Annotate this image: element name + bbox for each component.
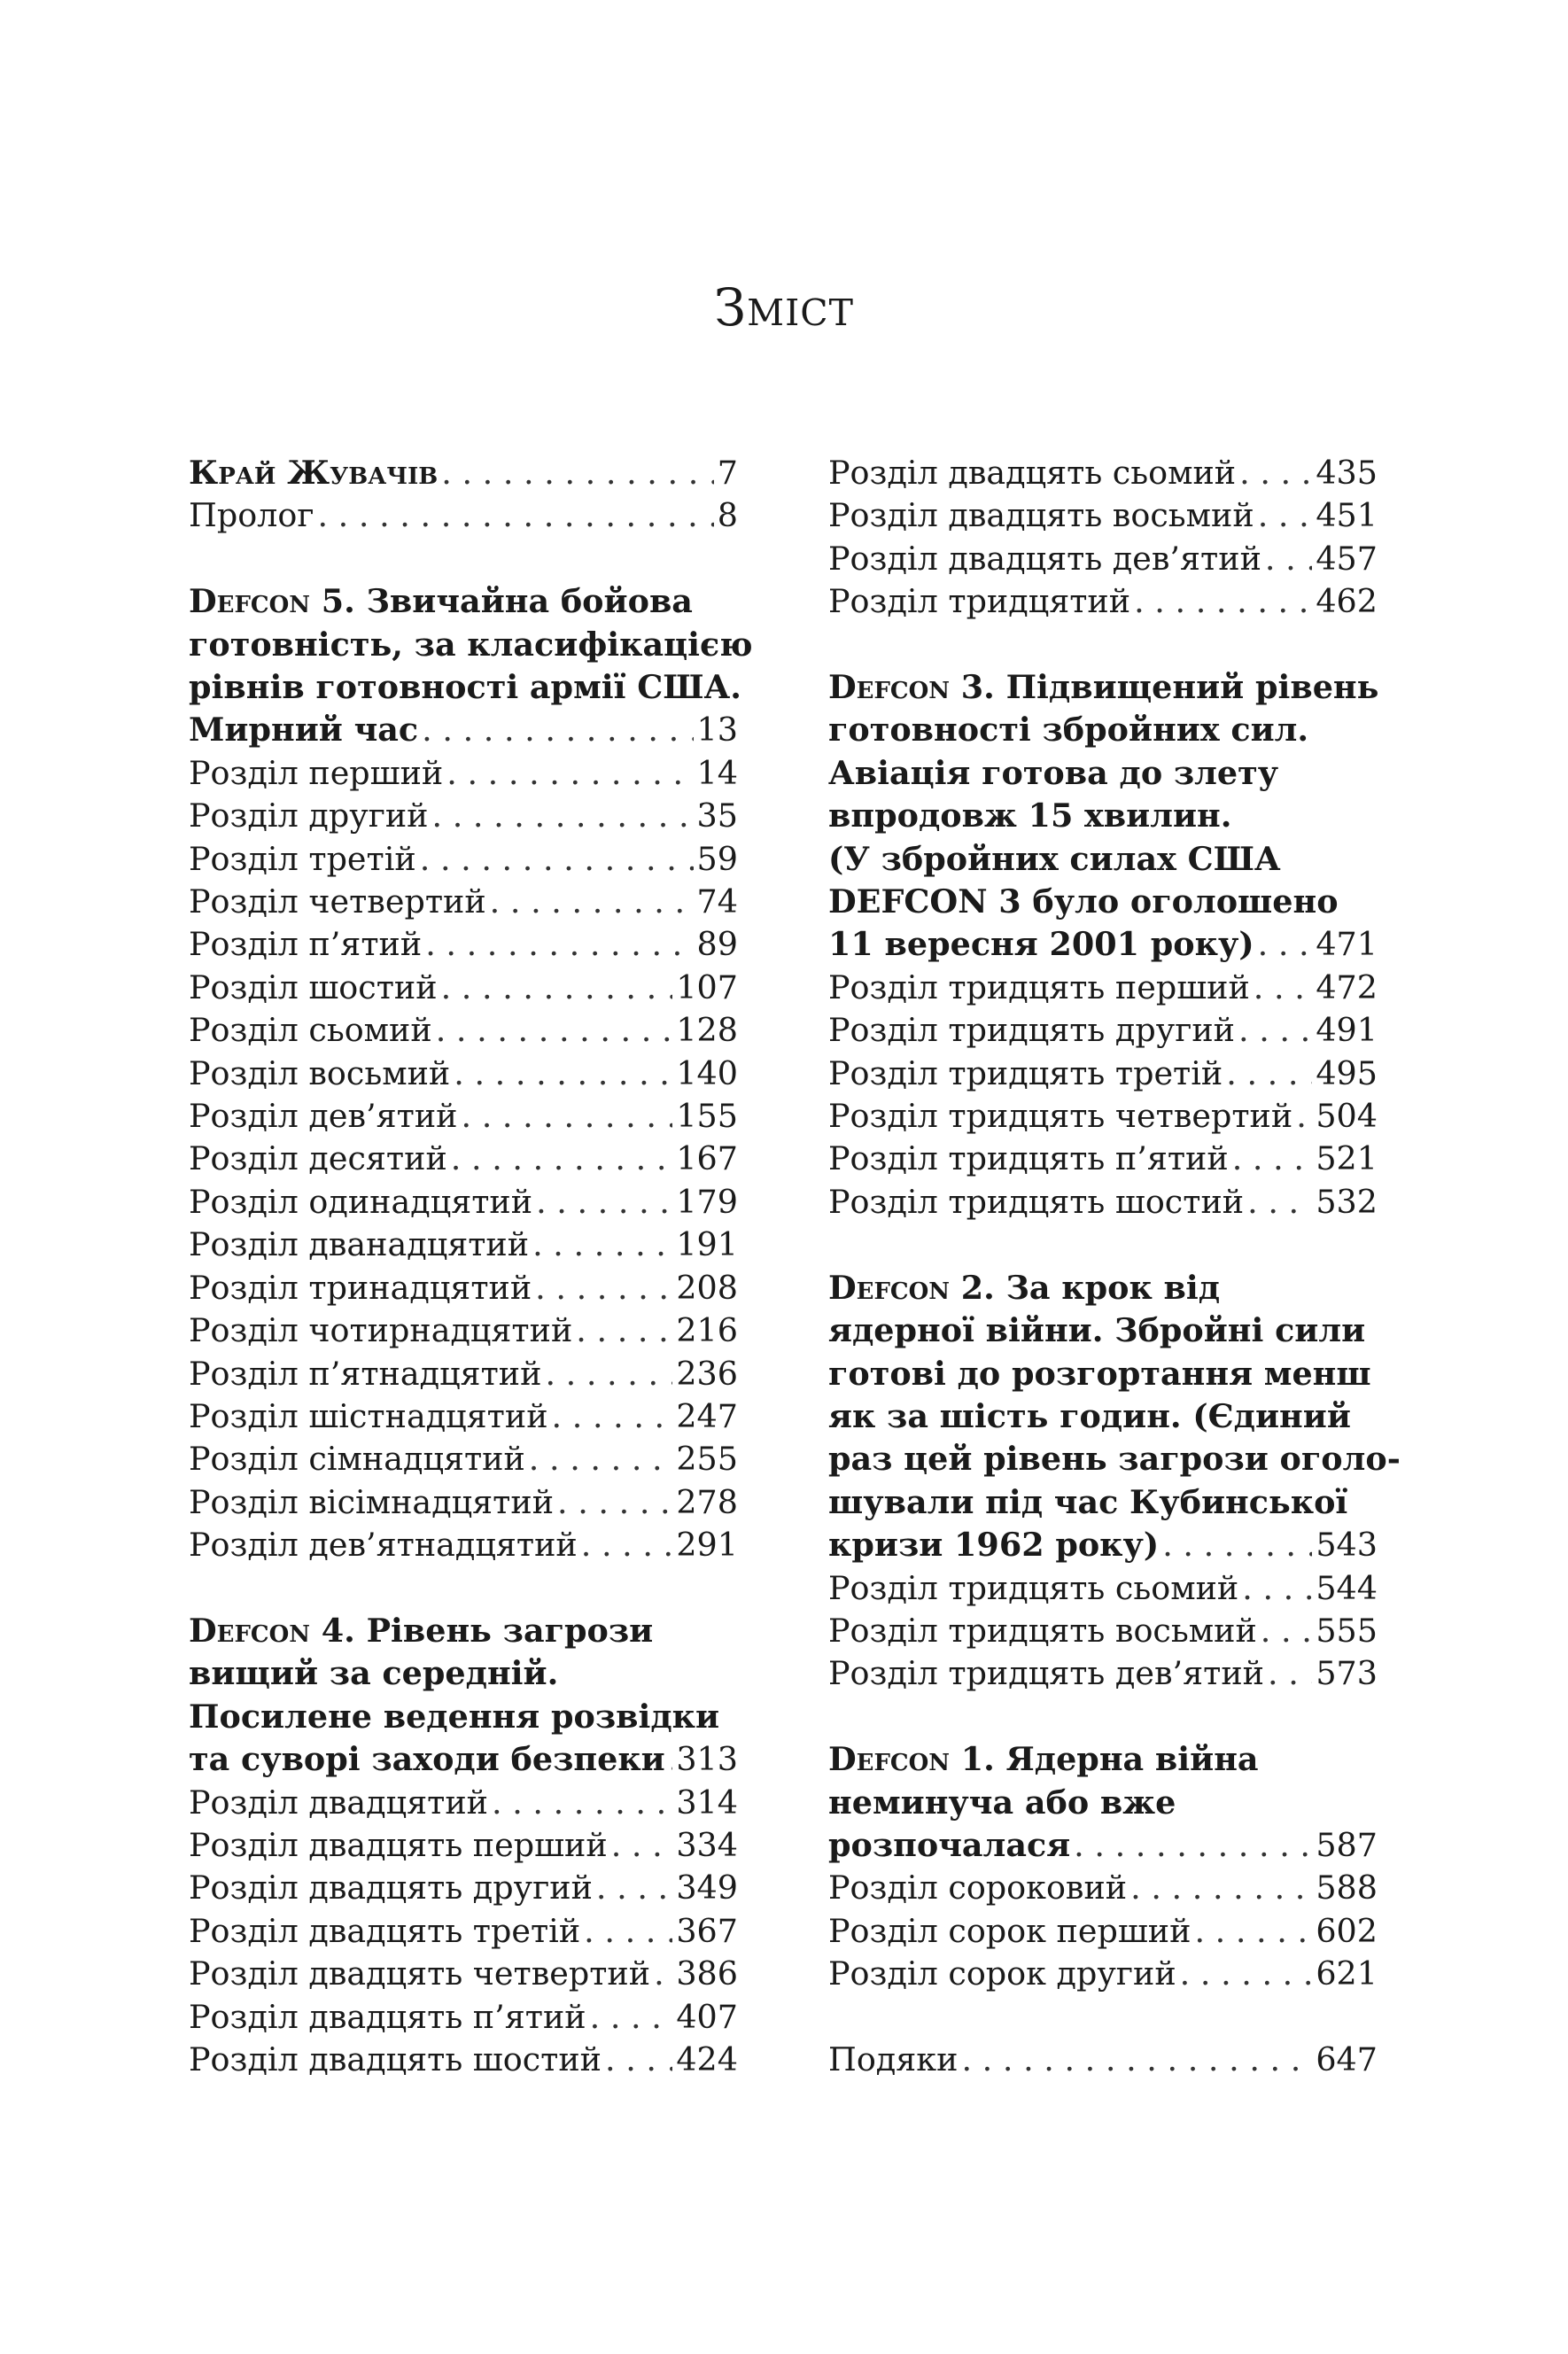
toc-entry[interactable]: [189, 452, 738, 494]
toc-entry-title: Розділ тридцять п’ятий: [828, 1139, 1229, 1178]
toc-page-number: 14: [696, 753, 738, 792]
heading-text: 3. Підвищений рівень: [950, 668, 1379, 707]
section-heading-line: [828, 838, 1378, 881]
toc-entry[interactable]: [189, 1095, 738, 1138]
section-heading-line: [828, 1481, 1378, 1524]
heading-text: Авіація готова до злету: [828, 753, 1279, 792]
toc-entry-title: Розділ п’ятий: [189, 925, 423, 964]
toc-page-number: 544: [1316, 1568, 1378, 1607]
toc-entry-title: Розділ тридцятий: [828, 582, 1131, 621]
toc-page-number: 89: [696, 925, 738, 964]
toc-page-number: 128: [676, 1011, 738, 1050]
dot-leader: [425, 923, 693, 966]
toc-page-number: 491: [1316, 1011, 1378, 1050]
toc-page-number: 208: [676, 1268, 738, 1307]
dot-leader: [1268, 1652, 1312, 1695]
toc-entry[interactable]: [189, 1053, 738, 1095]
heading-text: Посилене ведення розвідки: [189, 1697, 720, 1736]
heading-text: вищий за середній.: [189, 1654, 559, 1693]
toc-page-number: 424: [676, 2040, 738, 2078]
toc-section: [828, 666, 1378, 1224]
toc-page-number: 588: [1316, 1868, 1378, 1907]
toc-entry[interactable]: [828, 538, 1378, 580]
dot-leader: [1254, 967, 1313, 1009]
toc-entry[interactable]: [189, 1481, 738, 1524]
toc-entry[interactable]: [189, 1867, 738, 1909]
toc-entry-title: Розділ сімнадцятий: [189, 1440, 525, 1479]
toc-entry[interactable]: [828, 1524, 1378, 1566]
toc-page-number: 573: [1316, 1654, 1378, 1693]
toc-entry[interactable]: [189, 1224, 738, 1266]
dot-leader: [1258, 923, 1313, 966]
toc-page-number: 462: [1316, 582, 1378, 621]
section-heading-line: [189, 1610, 738, 1652]
dot-leader: [961, 2039, 1312, 2081]
toc-page-number: 435: [1316, 454, 1378, 492]
toc-entry[interactable]: [189, 1009, 738, 1052]
toc-page-number: 74: [696, 882, 738, 921]
section-heading-line: [828, 709, 1378, 751]
dot-leader: [317, 494, 713, 537]
defcon-label: Defcon: [189, 1611, 311, 1650]
toc-entry-title: Розділ двадцять третій: [189, 1911, 581, 1950]
toc-entry-title: Розділ чотирнадцятий: [189, 1311, 573, 1350]
heading-text: DEFCON 3 було оголошено: [828, 882, 1339, 921]
section-heading-line: [828, 1353, 1378, 1395]
toc-entry-title: Розділ сьомий: [189, 1011, 432, 1050]
toc-section: [828, 1738, 1378, 1995]
dot-leader: [529, 1438, 673, 1480]
dot-leader: [532, 1224, 672, 1266]
toc-entry[interactable]: [189, 1353, 738, 1395]
dot-leader: [454, 1053, 672, 1095]
dot-leader: [451, 1138, 673, 1180]
toc-entry[interactable]: [189, 752, 738, 795]
toc-entry[interactable]: [189, 1782, 738, 1824]
toc-entry[interactable]: [189, 1138, 738, 1180]
toc-entry-title: Розділ двадцять восьмий: [828, 496, 1254, 535]
toc-page-number: 13: [696, 711, 738, 750]
toc-entry-title: та суворі заходи безпеки: [189, 1740, 665, 1779]
toc-page-number: 236: [676, 1354, 738, 1393]
toc-page-number: 621: [1316, 1954, 1378, 1993]
toc-page-number: 472: [1316, 967, 1378, 1006]
toc-entry[interactable]: [189, 1996, 738, 2039]
dot-leader: [605, 2039, 672, 2081]
dot-leader: [1134, 580, 1312, 623]
dot-leader: [1261, 1610, 1313, 1652]
toc-entry[interactable]: [828, 494, 1378, 537]
toc-entry[interactable]: [828, 1567, 1378, 1610]
toc-entry-title: Розділ двадцять четвертий: [189, 1954, 651, 1993]
dot-leader: [596, 1867, 672, 1909]
toc-section: [828, 1267, 1401, 1696]
toc-entry[interactable]: [828, 1053, 1378, 1095]
toc-entry[interactable]: [828, 1138, 1378, 1180]
toc-page-number: 504: [1316, 1097, 1378, 1136]
toc-entry[interactable]: [828, 1910, 1378, 1953]
toc-entry[interactable]: [189, 1524, 738, 1566]
toc-page-number: 155: [676, 1097, 738, 1136]
toc-entry-title: Розділ дванадцятий: [189, 1225, 530, 1264]
dot-leader: [1265, 538, 1312, 580]
dot-leader: [590, 1996, 673, 2039]
toc-entry[interactable]: [828, 923, 1378, 966]
toc-page-number: 314: [676, 1783, 738, 1822]
heading-text: готовність, за класифікацією: [189, 625, 753, 664]
dot-leader: [611, 1824, 673, 1867]
section-heading-line: [828, 666, 1378, 709]
dot-leader: [536, 1181, 672, 1224]
toc-entry-title: Розділ тридцять другий: [828, 1011, 1235, 1050]
dot-leader: [422, 709, 693, 751]
toc-entry-title: Край Жувачів: [189, 454, 439, 492]
toc-page-number: 587: [1316, 1825, 1378, 1864]
section-heading-line: [828, 1309, 1378, 1352]
toc-entry-title: 11 вересня 2001 року): [828, 925, 1254, 964]
toc-entry[interactable]: [828, 1610, 1378, 1652]
heading-text: 1. Ядерна війна: [950, 1740, 1259, 1779]
toc-page-number: 543: [1316, 1526, 1378, 1565]
toc-entry[interactable]: [189, 838, 738, 881]
toc-entry-title: Розділ другий: [189, 796, 429, 835]
toc-entry[interactable]: [828, 1953, 1378, 1995]
section-heading-line: [828, 1267, 1378, 1309]
toc-entry[interactable]: [189, 1953, 738, 1995]
toc-entry-title: Розділ двадцять шостий: [189, 2040, 602, 2078]
toc-entry[interactable]: [189, 1181, 738, 1224]
toc-entry-title: Розділ дев’ятнадцятий: [189, 1526, 578, 1565]
dot-leader: [669, 1738, 673, 1781]
section-heading-line: [189, 1652, 738, 1695]
toc-entry-title: Подяки: [828, 2039, 959, 2078]
toc-entry-title: Розділ двадцять дев’ятий: [828, 539, 1261, 578]
section-heading-line: [828, 752, 1378, 795]
dot-leader: [1180, 1953, 1313, 1995]
section-heading-line: [828, 881, 1378, 923]
toc-entry[interactable]: [189, 1738, 738, 1781]
dot-leader: [1296, 1095, 1312, 1138]
dot-leader: [1258, 494, 1313, 537]
toc-page-number: 255: [676, 1440, 738, 1479]
dot-leader: [461, 1095, 672, 1138]
toc-entry[interactable]: [189, 923, 738, 966]
toc-column-right: [828, 452, 1401, 2081]
toc-page-number: 107: [676, 967, 738, 1006]
dot-leader: [654, 1953, 672, 1995]
toc-page-number: 140: [676, 1053, 738, 1092]
defcon-label: Defcon: [828, 1740, 951, 1779]
toc-page-number: 495: [1316, 1053, 1378, 1092]
section-heading-line: [189, 666, 741, 709]
toc-section: [189, 1610, 738, 2081]
dot-leader: [576, 1309, 672, 1352]
toc-entry-title: Розділ тридцять восьмий: [828, 1611, 1257, 1650]
section-heading-line: [828, 1438, 1401, 1480]
toc-entry[interactable]: [189, 1267, 738, 1309]
toc-page-number: 247: [676, 1396, 738, 1435]
toc-page-number: 349: [676, 1868, 738, 1907]
toc-entry[interactable]: [189, 795, 738, 837]
dot-leader: [1232, 1138, 1313, 1180]
toc-entry[interactable]: [828, 1867, 1378, 1909]
toc-entry-title: Розділ двадцятий: [189, 1783, 488, 1822]
toc-entry-title: Розділ двадцять перший: [189, 1825, 608, 1864]
heading-text: (У збройних силах США: [828, 839, 1281, 878]
section-heading-line: [828, 795, 1378, 837]
toc-page-number: 278: [676, 1482, 738, 1521]
toc-entry[interactable]: [828, 1824, 1378, 1867]
heading-text: 4. Рівень загрози: [310, 1611, 654, 1650]
toc-entry-title: Розділ двадцять п’ятий: [189, 1997, 586, 2036]
heading-text: рівнів готовності армії США.: [189, 668, 741, 707]
toc-entry[interactable]: [828, 1009, 1378, 1052]
toc-page-number: 334: [676, 1825, 738, 1864]
dot-leader: [1194, 1910, 1312, 1953]
toc-entry-title: Розділ дев’ятий: [189, 1097, 458, 1136]
dot-leader: [1226, 1053, 1312, 1095]
toc-entry-title: розпочалася: [828, 1825, 1071, 1864]
toc-entry-title: Розділ тридцять четвертий: [828, 1097, 1293, 1136]
toc-page-number: 647: [1316, 2039, 1378, 2078]
dot-leader: [584, 1910, 672, 1953]
toc-entry-title: Мирний час: [189, 711, 419, 750]
toc-entry[interactable]: [828, 452, 1378, 494]
toc-entry[interactable]: [189, 2039, 738, 2081]
toc-entry-title: Розділ шостий: [189, 967, 438, 1006]
toc-entry-title: Розділ тридцять сьомий: [828, 1568, 1239, 1607]
toc-page-number: 191: [676, 1225, 738, 1264]
toc-entry-title: Розділ тридцять перший: [828, 967, 1250, 1006]
section-heading-line: [828, 1782, 1378, 1824]
toc-entry-title: кризи 1962 року): [828, 1526, 1160, 1565]
toc-entry-title: Розділ перший: [189, 753, 444, 792]
toc-entry[interactable]: [189, 709, 738, 751]
toc-entry-title: Пролог: [189, 496, 314, 535]
heading-text: як за шість годин. (Єдиний: [828, 1396, 1351, 1435]
section-heading-line: [189, 624, 753, 666]
toc-entry[interactable]: [189, 1824, 738, 1867]
toc-entry-title: Розділ тридцять шостий: [828, 1182, 1245, 1221]
dot-leader: [1238, 1009, 1312, 1052]
toc-entry-title: Розділ одинадцятий: [189, 1182, 533, 1221]
toc-entry-title: Розділ шістнадцятий: [189, 1396, 548, 1435]
toc-entry-title: Розділ сороковий: [828, 1868, 1128, 1907]
dot-leader: [436, 1009, 673, 1052]
heading-text: шували під час Кубинської: [828, 1482, 1348, 1521]
toc-page-number: 602: [1316, 1911, 1378, 1950]
toc-page-number: 291: [676, 1526, 738, 1565]
defcon-label: Defcon: [189, 582, 311, 621]
toc-entry[interactable]: [828, 1095, 1378, 1138]
toc-page-number: 386: [676, 1954, 738, 1993]
section-heading-line: [189, 580, 738, 623]
toc-entry[interactable]: [189, 1309, 738, 1352]
toc-entry[interactable]: [189, 1910, 738, 1953]
toc-page-number: 313: [676, 1740, 738, 1779]
dot-leader: [552, 1395, 673, 1438]
toc-page-number: 8: [717, 496, 738, 535]
dot-leader: [420, 838, 694, 881]
dot-leader: [1247, 1181, 1312, 1224]
toc-entry[interactable]: [189, 1438, 738, 1480]
toc-entry[interactable]: [828, 2039, 1378, 2081]
toc-page-number: 457: [1316, 539, 1378, 578]
dot-leader: [446, 752, 693, 795]
toc-section: [189, 452, 738, 538]
dot-leader: [431, 795, 693, 837]
toc-entry-title: Розділ вісімнадцятий: [189, 1482, 555, 1521]
toc-entry[interactable]: [828, 967, 1378, 1009]
toc-entry-title: Розділ п’ятнадцятий: [189, 1354, 542, 1393]
heading-text: 5. Звичайна бойова: [310, 582, 693, 621]
page-title: Зміст: [713, 277, 855, 338]
dot-leader: [490, 881, 694, 923]
section-heading-line: [828, 1395, 1378, 1438]
toc-page-number: 451: [1316, 496, 1378, 535]
toc-page-number: 59: [696, 839, 738, 878]
dot-leader: [1130, 1867, 1312, 1909]
toc-page-number: 367: [676, 1911, 738, 1950]
toc-entry-title: Розділ сорок другий: [828, 1954, 1176, 1993]
toc-entry[interactable]: [189, 967, 738, 1009]
toc-entry-title: Розділ тридцять третій: [828, 1053, 1223, 1092]
heading-text: ядерної війни. Збройні сили: [828, 1311, 1366, 1350]
toc-entry[interactable]: [189, 881, 738, 923]
toc-page-number: 521: [1316, 1139, 1378, 1178]
dot-leader: [1162, 1524, 1312, 1566]
toc-entry-title: Розділ двадцять другий: [189, 1868, 593, 1907]
toc-page-number: 179: [676, 1182, 738, 1221]
dot-leader: [1239, 452, 1312, 494]
section-heading-line: [828, 1738, 1378, 1781]
toc-page-number: 35: [696, 796, 738, 835]
toc-page-number: 407: [676, 1997, 738, 2036]
toc-entry[interactable]: [828, 1181, 1378, 1224]
toc-entry-title: Розділ сорок перший: [828, 1911, 1192, 1950]
toc-entry-title: Розділ тринадцятий: [189, 1268, 532, 1307]
toc-page-number: 532: [1316, 1182, 1378, 1221]
toc-entry-title: Розділ тридцять дев’ятий: [828, 1654, 1265, 1693]
toc-page-number: 555: [1316, 1611, 1378, 1650]
toc-column-left: [189, 452, 753, 2081]
dot-leader: [492, 1782, 672, 1824]
toc-entry-title: Розділ четвертий: [189, 882, 486, 921]
dot-leader: [441, 967, 673, 1009]
heading-text: 2. За крок від: [950, 1268, 1221, 1307]
heading-text: готовності збройних сил.: [828, 711, 1309, 750]
dot-leader: [535, 1267, 672, 1309]
heading-text: раз цей рівень загрози оголо-: [828, 1440, 1401, 1479]
toc-entry[interactable]: [189, 494, 738, 537]
dot-leader: [545, 1353, 672, 1395]
dot-leader: [1242, 1567, 1312, 1610]
defcon-label: Defcon: [828, 1268, 951, 1307]
toc-section: [828, 452, 1378, 624]
toc-section: [189, 580, 753, 1566]
section-heading-line: [189, 1696, 738, 1738]
dot-leader: [1074, 1824, 1312, 1867]
toc-page-number: 216: [676, 1311, 738, 1350]
heading-text: готові до розгортання менш: [828, 1354, 1371, 1393]
toc-entry-title: Розділ десятий: [189, 1139, 447, 1178]
toc-entry[interactable]: [828, 1652, 1378, 1695]
toc-page-number: 471: [1316, 925, 1378, 964]
toc-entry-title: Розділ двадцять сьомий: [828, 454, 1237, 492]
dot-leader: [441, 452, 714, 494]
toc-entry[interactable]: [828, 580, 1378, 623]
dot-leader: [581, 1524, 673, 1566]
toc-entry-title: Розділ восьмий: [189, 1053, 451, 1092]
toc-entry-title: Розділ третій: [189, 839, 416, 878]
heading-text: впродовж 15 хвилин.: [828, 796, 1232, 835]
heading-text: неминуча або вже: [828, 1783, 1176, 1822]
defcon-label: Defcon: [828, 668, 951, 707]
toc-page-number: 7: [717, 454, 738, 492]
toc-page-number: 167: [676, 1139, 738, 1178]
toc-section: [828, 2039, 1378, 2081]
toc-entry[interactable]: [189, 1395, 738, 1438]
dot-leader: [557, 1481, 672, 1524]
